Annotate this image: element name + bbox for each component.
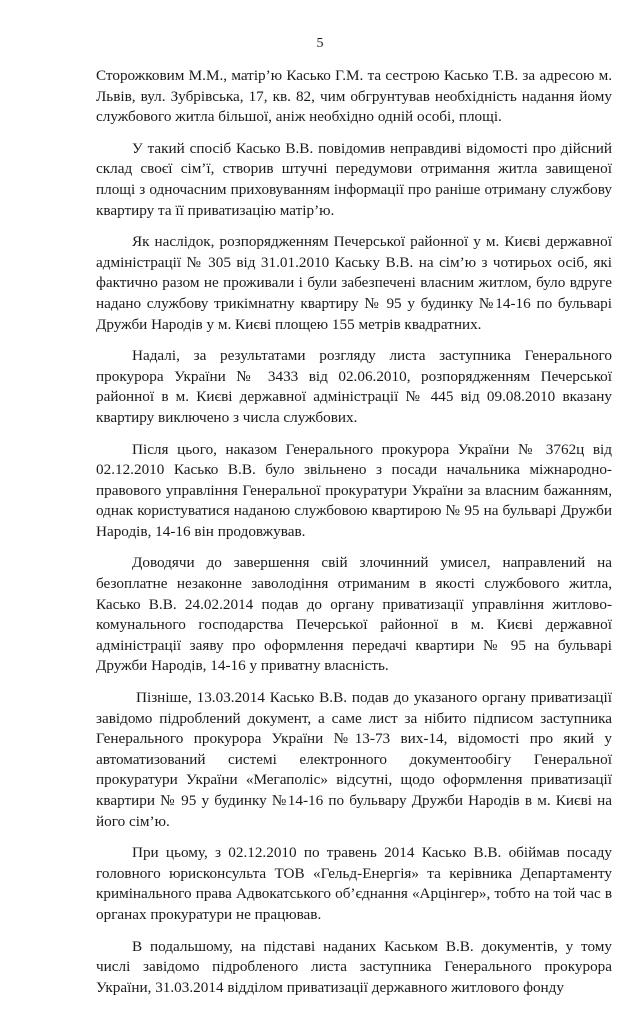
paragraph-5: Після цього, наказом Генерального прокурора України № 3762ц від 02.12.2010 Касько В.В. було звільнено з посади начальника міжнародно-правового управління Генеральної прокуратури України за власним бажанням, однак користуватися наданою службовою квартирою № 95 на бульварі Дружби Народів, 14-16 він продовжував. bbox=[96, 440, 612, 540]
document-body bbox=[96, 66, 612, 1009]
paragraph-6: Доводячи до завершення свій злочинний умисел, направлений на безоплатне незаконне заволодіння отриманим в якості службового житла, Касько В.В. 24.02.2014 подав до органу приватизації управління житлово-комунального господарства Печерської районної в м. Києві державної адміністрації заяву про оформлення передачі квартири № 95 на бульварі Дружби Народів, 14-16 у приватну власність. bbox=[96, 554, 612, 675]
page-number: 5 bbox=[316, 36, 324, 51]
paragraph-9: В подальшому, на підставі наданих Каськом В.В. документів, у тому числі завідомо підробленого листа заступника Генерального прокурора України, 31.03.2014 відділом приватизації державного житлового фонду bbox=[96, 937, 612, 996]
paragraph-2: У такий спосіб Касько В.В. повідомив неправдиві відомості про дійсний склад своєї сім’ї, створив штучні передумови отримання житла завищеної площі з одночасним приховуванням інформації про раніше отриману службову квартиру та її приватизацію матір’ю. bbox=[96, 139, 612, 219]
paragraph-7: Пізніше, 13.03.2014 Касько В.В. подав до указаного органу приватизації завідомо підроблений документ, а саме лист за нібито підписом заступника Генерального прокурора України №13-73 вих-14, відомості про який у автоматизований системі електронного документообігу Генеральної прокуратури України «Мегаполіс» відсутні, щодо оформлення приватизації квартири № 95 у будинку №14-16 по бульвару Дружби Народів в м. Києві на його сім’ю. bbox=[96, 689, 612, 830]
paragraph-8: При цьому, з 02.12.2010 по травень 2014 Касько В.В. обіймав посаду головного юрисконсульта ТОВ «Гельд-Енергія» та керівника Департаменту кримінального права Адвокатського об’єднання «Арцінгер», тобто на той час в органах прокуратури не працював. bbox=[96, 844, 612, 923]
paragraph-3: Як наслідок, розпорядженням Печерської районної у м. Києві державної адміністрації № 305 від 31.01.2010 Каськy В.В. на сім’ю з чотирьох осіб, які фактично разом не проживали і були забезпечені власним житлом, було вдруге надано службову трикімнатну квартиру № 95 у будинку №14-16 по бульварі Дружби Народів у м. Києві площею 155 метрів квадратних. bbox=[96, 233, 612, 333]
paragraph-1: Сторожковим М.М., матір’ю Касько Г.М. та сестрою Касько Т.В. за адресою м. Львів, вул. Зубрівська, 17, кв. 82, чим обгрунтував необхідність надання йому службового житла більшої, аніж необхідно одній особі, площі. bbox=[96, 67, 612, 126]
paragraph-4: Надалі, за результатами розгляду листа заступника Генерального прокурора України № 3433 від 02.06.2010, розпорядженням Печерської районної в м. Києві державної адміністрації № 445 від 09.08.2010 вказану квартиру виключено з числа службових. bbox=[96, 347, 612, 426]
